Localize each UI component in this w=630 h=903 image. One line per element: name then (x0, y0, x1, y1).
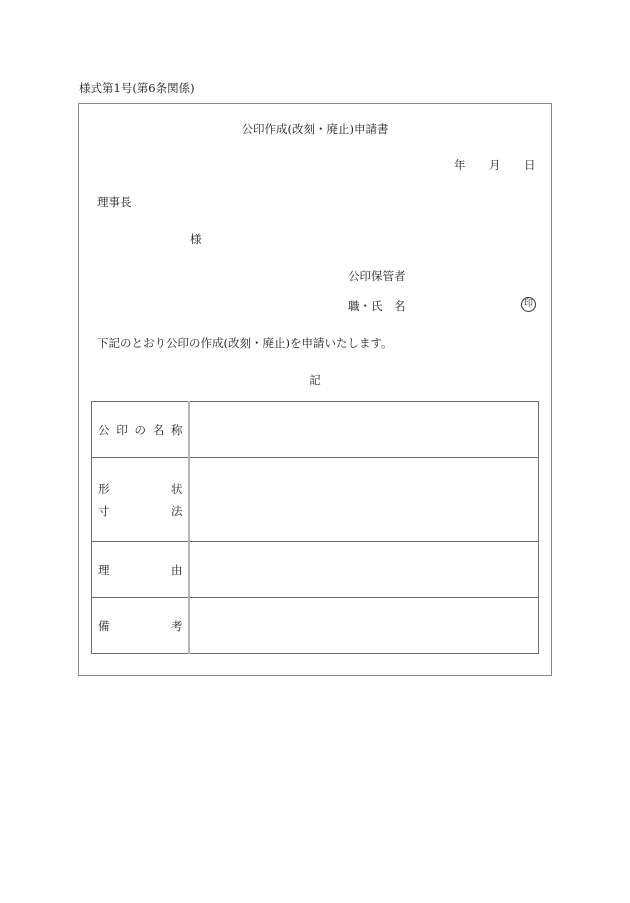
form-number-label: 様式第1号(第6条関係) (79, 81, 195, 95)
position-name-label: 職・氏 名 (348, 299, 406, 313)
table-row-shape-size (92, 458, 539, 542)
label-reason (92, 542, 189, 598)
table-row-seal-name (92, 402, 539, 458)
label-shape-size (92, 458, 189, 542)
label-char: 称 (171, 422, 183, 437)
label-char: 名 (152, 422, 165, 437)
label-char: 備 (98, 618, 110, 633)
label-seal-name (92, 402, 189, 458)
addressee: 理事長 (97, 195, 132, 209)
date-month-field: 月 (489, 158, 501, 172)
label-char: 考 (171, 618, 183, 633)
applicant-role: 公印保管者 (348, 269, 406, 283)
table-row-reason (92, 542, 539, 598)
table-row-remarks (92, 598, 539, 654)
honorific: 様 (190, 232, 202, 246)
value-seal-name[interactable] (189, 402, 539, 458)
label-char: 形 (98, 481, 110, 496)
label-char: 状 (171, 481, 183, 496)
label-char: 印 (116, 422, 128, 437)
label-char: 寸 (98, 503, 110, 518)
label-char: 法 (171, 503, 183, 518)
value-remarks[interactable] (189, 598, 539, 654)
document-title: 公印作成(改刻・廃止)申請書 (241, 122, 389, 136)
value-shape-size[interactable] (189, 458, 539, 542)
label-char: 公 (98, 422, 110, 437)
seal-icon: 印 (521, 297, 536, 312)
label-char: 由 (171, 562, 183, 577)
date-day-field: 日 (524, 158, 536, 172)
ki-heading: 記 (309, 373, 321, 387)
details-table (91, 401, 539, 654)
label-char: 理 (98, 562, 110, 577)
label-remarks (92, 598, 189, 654)
value-reason[interactable] (189, 542, 539, 598)
date-year-field: 年 (454, 158, 466, 172)
application-statement: 下記のとおり公印の作成(改刻・廃止)を申請いたします。 (97, 336, 393, 350)
label-char: の (134, 422, 146, 437)
